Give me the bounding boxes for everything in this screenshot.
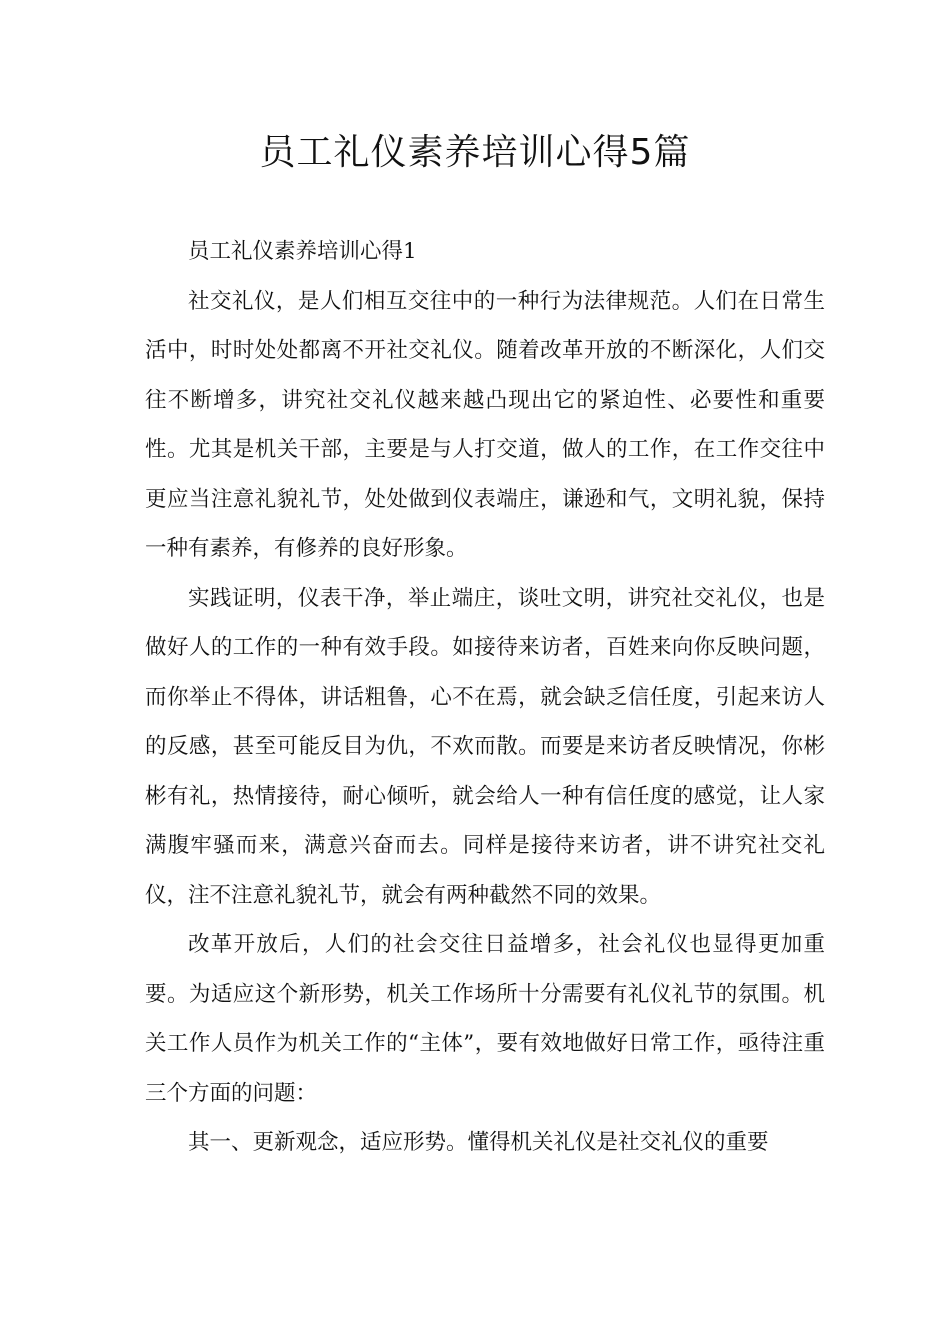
paragraph: 其一、更新观念，适应形势。懂得机关礼仪是社交礼仪的重要	[188, 1130, 769, 1155]
section-heading: 员工礼仪素养培训心得1	[188, 239, 417, 264]
document-title: 员工礼仪素养培训心得5篇	[259, 132, 691, 173]
paragraph: 实践证明，仪表干净，举止端庄，谈吐文明，讲究社交礼仪，也是做好人的工作的一种有效手段。如接待来访者，百姓来向你反映问题，而你举止不得体，讲话粗鲁，心不在焉，就会缺乏信任度，引起来访人的反感，甚至可能反目为仇，不欢而散。而要是来访者反映情况，你彬彬有礼，热情接待，耐心倾听，就会给人一种有信任度的感觉，让人家满腹牢骚而来，满意兴奋而去。同样是接待来访者，讲不讲究社交礼仪，注不注意礼貌礼节，就会有两种截然不同的效果。	[145, 585, 825, 908]
paragraph: 改革开放后，人们的社会交往日益增多，社会礼仪也显得更加重要。为适应这个新形势，机关工作场所十分需要有礼仪礼节的氛围。机关工作人员作为机关工作的“主体”，要有效地做好日常工作，亟待注重三个方面的问题：	[145, 932, 825, 1106]
paragraph: 社交礼仪，是人们相互交往中的一种行为法律规范。人们在日常生活中，时时处处都离不开社交礼仪。随着改革开放的不断深化，人们交往不断增多，讲究社交礼仪越来越凸现出它的紧迫性、必要性和重要性。尤其是机关干部，主要是与人打交道，做人的工作，在工作交往中更应当注意礼貌礼节，处处做到仪表端庄，谦逊和气，文明礼貌，保持一种有素养，有修养的良好形象。	[145, 288, 825, 561]
document-body	[145, 227, 825, 1168]
